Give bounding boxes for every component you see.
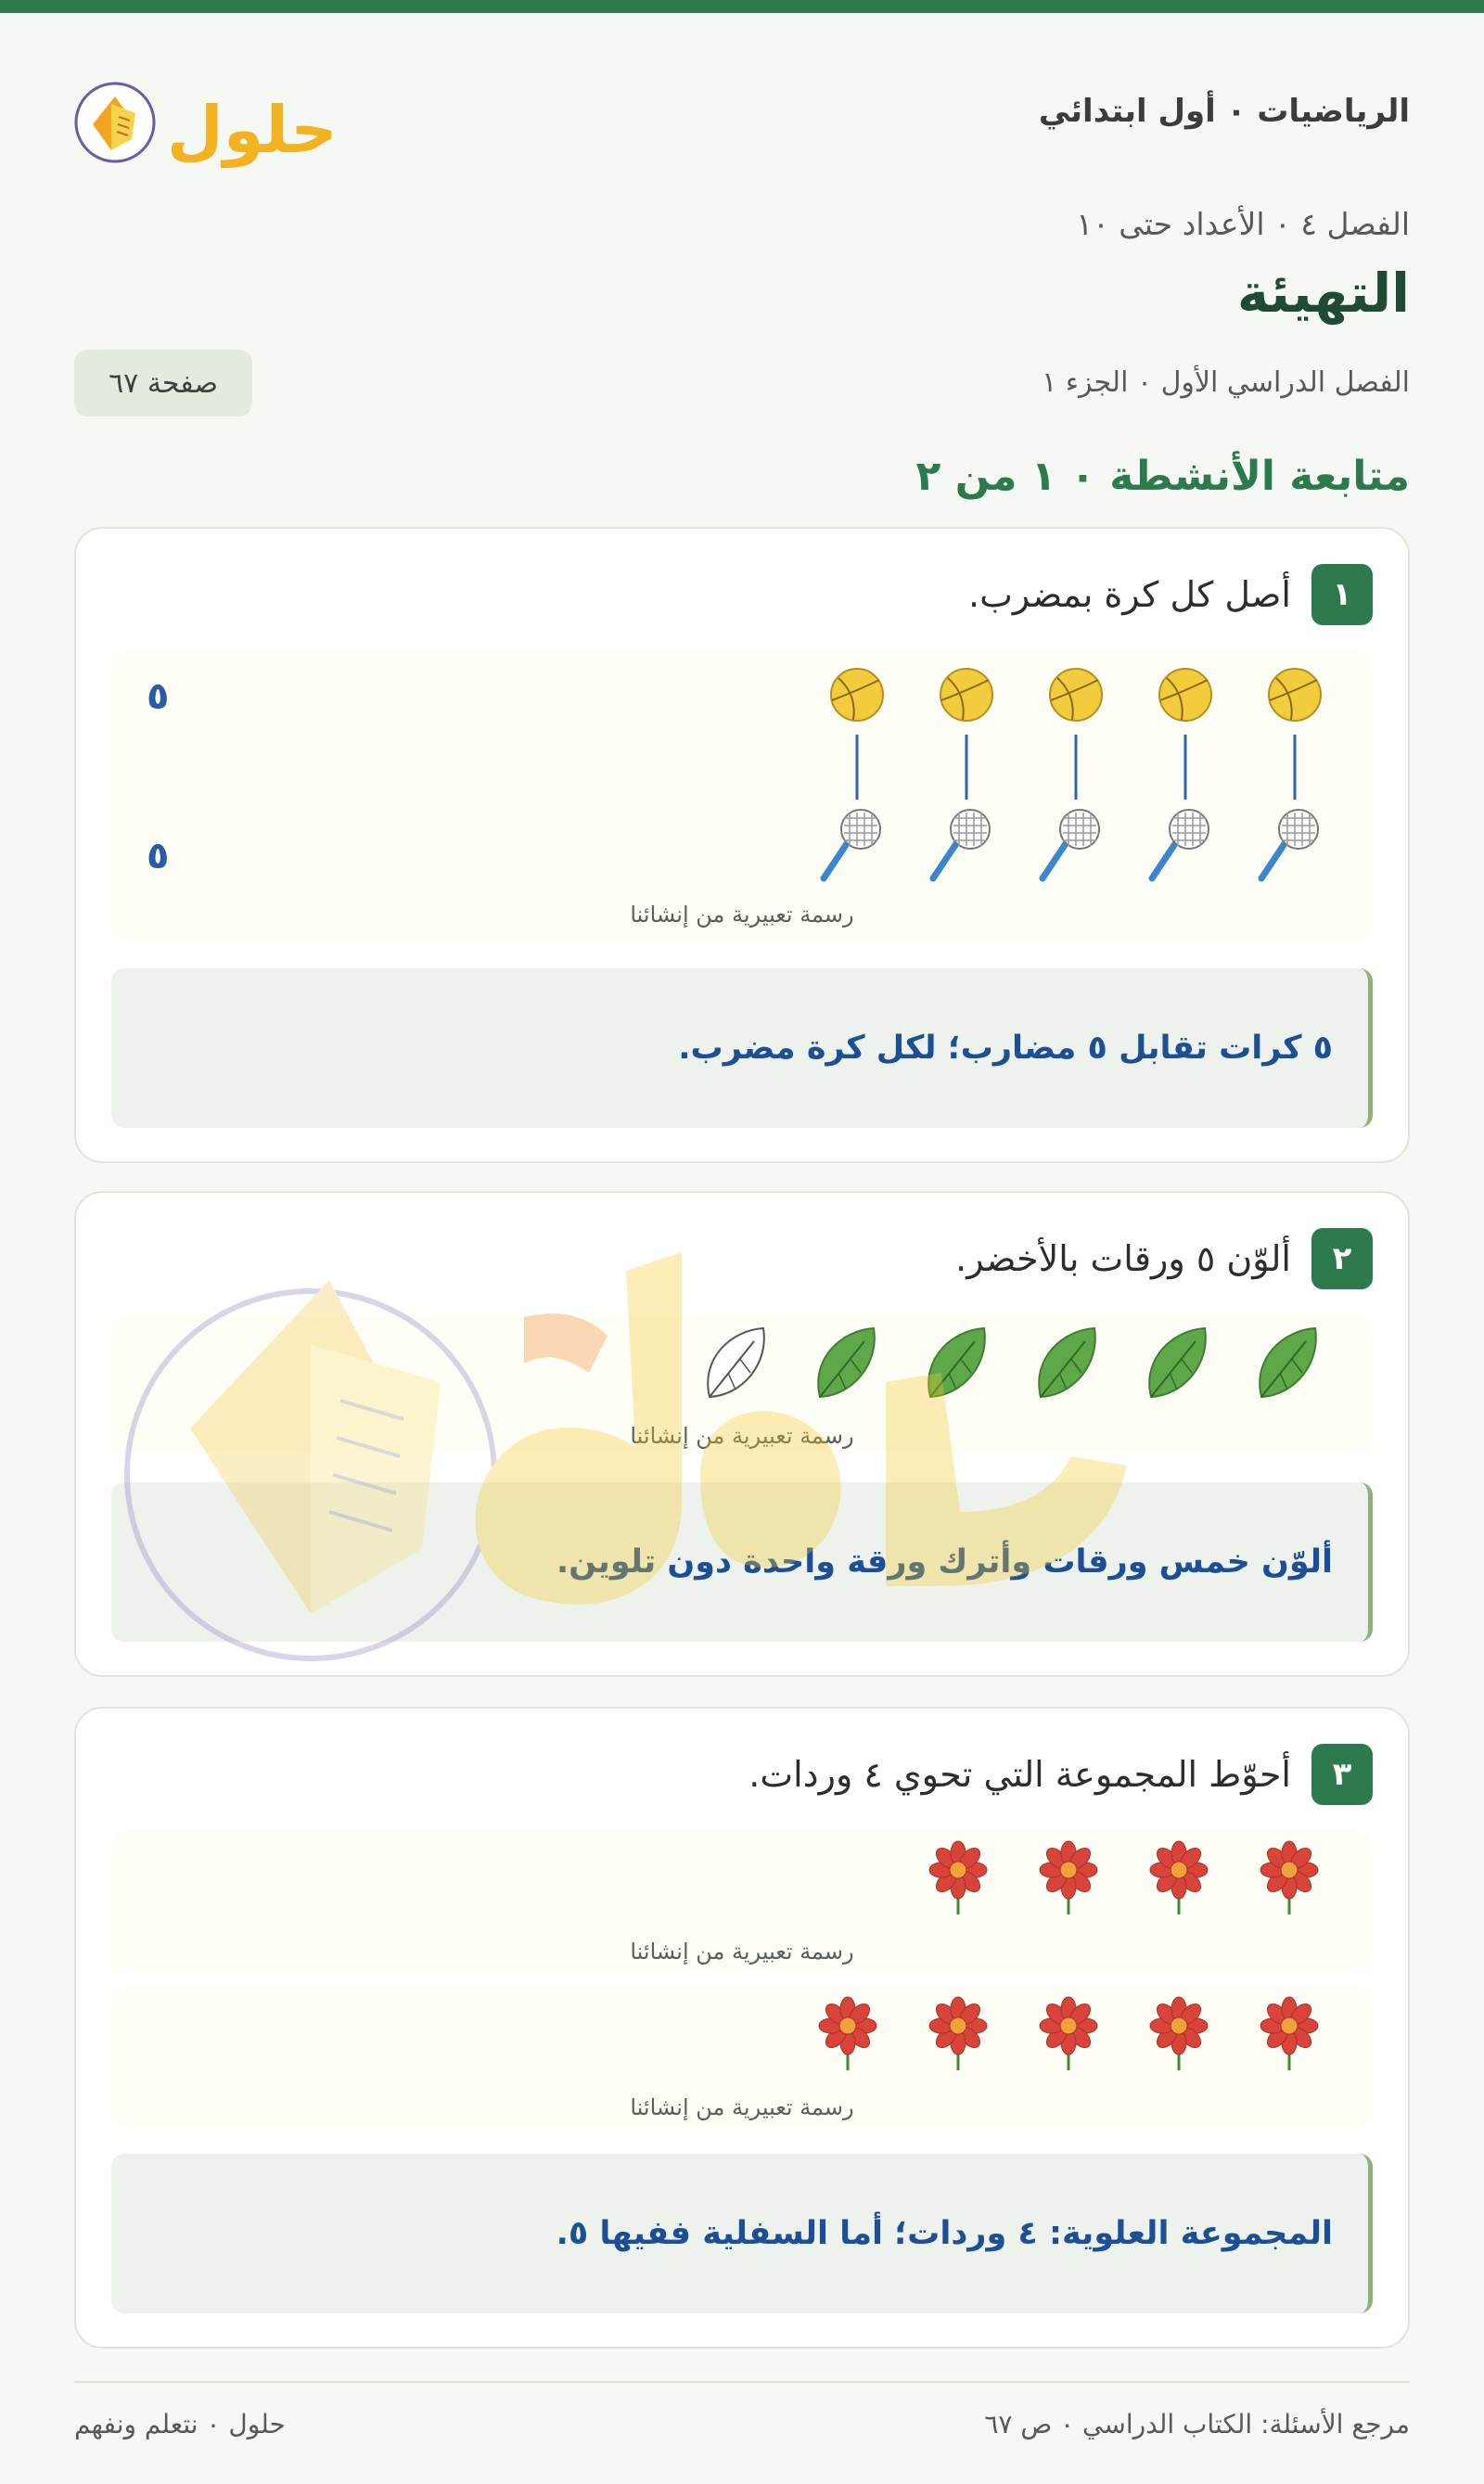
rackets-count-label: ٥ [147, 835, 170, 877]
flower-icon [929, 1841, 987, 1914]
balls-and-rackets-drawing [111, 651, 1376, 939]
question-number: ٢ [1311, 1228, 1373, 1289]
ball-icon[interactable] [1269, 669, 1321, 721]
question-text: أصل كل كرة بمضرب. [968, 574, 1291, 615]
leaf-icon-colored[interactable] [928, 1328, 985, 1397]
racket-icon[interactable] [1043, 810, 1099, 878]
answer-box: ٥ كرات تقابل ٥ مضارب؛ لكل كرة مضرب. [111, 968, 1373, 1128]
racket-icon[interactable] [933, 810, 990, 878]
flower-icon [1260, 1841, 1318, 1914]
question-number: ٣ [1311, 1744, 1373, 1805]
racket-icon[interactable] [824, 810, 880, 878]
footer-divider [74, 2381, 1410, 2383]
flower-icon [1150, 1841, 1208, 1914]
leaf-icon-colored[interactable] [1149, 1328, 1206, 1397]
chapter-label: الفصل ٤ ٠ الأعداد حتى ١٠ [1076, 206, 1410, 242]
ball-icon[interactable] [1050, 669, 1102, 721]
question-text: ألوّن ٥ ورقات بالأخضر. [955, 1238, 1291, 1279]
illustration-caption: رسمة تعبيرية من إنشائنا [630, 1423, 854, 1449]
footer-brand[interactable]: حلول ٠ نتعلم ونفهم [74, 2409, 286, 2439]
flower-icon [1040, 1997, 1097, 2070]
flower-icon [929, 1997, 987, 2070]
question-text: أحوّط المجموعة التي تحوي ٤ وردات. [748, 1754, 1291, 1795]
illustration-caption: رسمة تعبيرية من إنشائنا [630, 1939, 854, 1965]
leaf-icon-uncolored[interactable] [708, 1328, 764, 1397]
hulul-logo[interactable] [74, 76, 338, 168]
question-header [748, 1744, 1373, 1805]
footer-reference: مرجع الأسئلة: الكتاب الدراسي ٠ ص ٦٧ [984, 2409, 1410, 2439]
leaf-icon-colored[interactable] [1039, 1328, 1095, 1397]
question-card-3 [74, 1707, 1410, 2349]
balls-count-label: ٥ [147, 675, 170, 718]
question-card-2 [74, 1191, 1410, 1677]
flower-icon [1040, 1841, 1097, 1914]
header [74, 76, 1410, 168]
answer-box: المجموعة العلوية: ٤ وردات؛ أما السفلية ففيها ٥. [111, 2154, 1373, 2313]
logo-text: حلول [167, 92, 338, 168]
question-header [968, 564, 1373, 625]
flower-group-bottom[interactable] [111, 1987, 1373, 2128]
flower-group-top[interactable] [111, 1831, 1373, 1972]
question-header [955, 1228, 1373, 1289]
racket-icon[interactable] [1261, 810, 1318, 878]
ball-icon[interactable] [1159, 669, 1211, 721]
flower-icon [1260, 1997, 1318, 2070]
illustration-caption: رسمة تعبيرية من إنشائنا [630, 902, 854, 928]
ball-icon[interactable] [940, 669, 992, 721]
racket-icon[interactable] [1152, 810, 1209, 878]
top-accent-bar [0, 0, 1484, 13]
section-title: متابعة الأنشطة ٠ ١ من ٢ [915, 453, 1410, 500]
flower-icon [1150, 1997, 1208, 2070]
ball-icon[interactable] [831, 669, 883, 721]
flower-icon [819, 1997, 876, 2070]
term-label: الفصل الدراسي الأول ٠ الجزء ١ [1042, 366, 1410, 399]
page-badge: صفحة ٦٧ [74, 350, 252, 416]
leaf-icon-colored[interactable] [818, 1328, 875, 1397]
illustration-panel [111, 651, 1373, 939]
page-title: التهيئة [1236, 262, 1410, 325]
subject-title: الرياضيات ٠ أول ابتدائي [1038, 93, 1410, 130]
answer-box: ألوّن خمس ورقات وأترك ورقة واحدة دون تلوين. [111, 1482, 1373, 1642]
question-card-1 [74, 527, 1410, 1163]
question-number: ١ [1311, 564, 1373, 625]
leaf-icon-colored[interactable] [1260, 1328, 1316, 1397]
illustration-caption: رسمة تعبيرية من إنشائنا [630, 2094, 854, 2120]
illustration-panel [111, 1315, 1373, 1453]
